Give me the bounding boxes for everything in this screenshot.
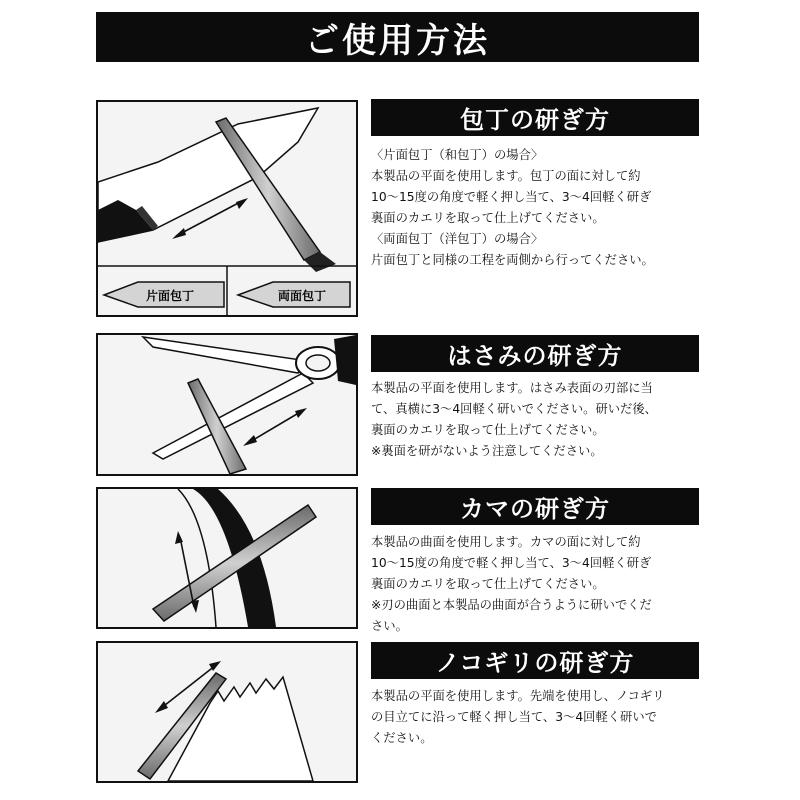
text-line: の目立てに沿って軽く押し当て、3～4回軽く研いで xyxy=(371,710,657,724)
section-text-scissors xyxy=(371,378,701,462)
text-line: ※裏面を研がないよう注意してください。 xyxy=(371,444,603,458)
section-title-knife: 包丁の研ぎ方 xyxy=(371,99,699,136)
text-line: 〈両面包丁（洋包丁）の場合〉 xyxy=(371,232,544,246)
section-text-saw xyxy=(371,686,701,749)
section-title-sickle: カマの研ぎ方 xyxy=(371,488,699,525)
text-line: 本製品の平面を使用します。先端を使用し、ノコギリ xyxy=(371,689,665,703)
page-title: ご使用方法 xyxy=(96,12,699,62)
text-line: 本製品の平面を使用します。包丁の面に対して約 xyxy=(371,169,641,183)
text-line: ※刃の曲面と本製品の曲面が合うように研いでくだ xyxy=(371,598,652,612)
text-line: 裏面のカエリを取って仕上げてください。 xyxy=(371,577,605,591)
text-line: 裏面のカエリを取って仕上げてください。 xyxy=(371,423,605,437)
section-title-saw: ノコギリの研ぎ方 xyxy=(371,642,699,679)
text-line: て、真横に3～4回軽く研いでください。研いだ後、 xyxy=(371,402,657,416)
text-line: 本製品の平面を使用します。はさみ表面の刃部に当 xyxy=(371,381,653,395)
saw-illustration xyxy=(96,641,358,783)
double-bevel-label: 両面包丁 xyxy=(278,289,327,303)
sickle-illustration xyxy=(96,487,358,629)
text-line: さい。 xyxy=(371,619,408,633)
section-title-scissors: はさみの研ぎ方 xyxy=(371,335,699,372)
text-line: 本製品の曲面を使用します。カマの面に対して約 xyxy=(371,535,641,549)
section-text-knife xyxy=(371,145,701,271)
single-bevel-label: 片面包丁 xyxy=(146,289,195,303)
section-text-sickle xyxy=(371,532,701,637)
text-line: 片面包丁と同様の工程を両側から行ってください。 xyxy=(371,253,654,267)
text-line: 裏面のカエリを取って仕上げてください。 xyxy=(371,211,605,225)
text-line: 10～15度の角度で軽く押し当て、3～4回軽く研ぎ xyxy=(371,190,652,204)
text-line: 10～15度の角度で軽く押し当て、3～4回軽く研ぎ xyxy=(371,556,652,570)
knife-illustration xyxy=(96,100,358,317)
scissors-illustration xyxy=(96,333,358,476)
text-line: 〈片面包丁（和包丁）の場合〉 xyxy=(371,148,544,162)
text-line: ください。 xyxy=(371,731,433,745)
